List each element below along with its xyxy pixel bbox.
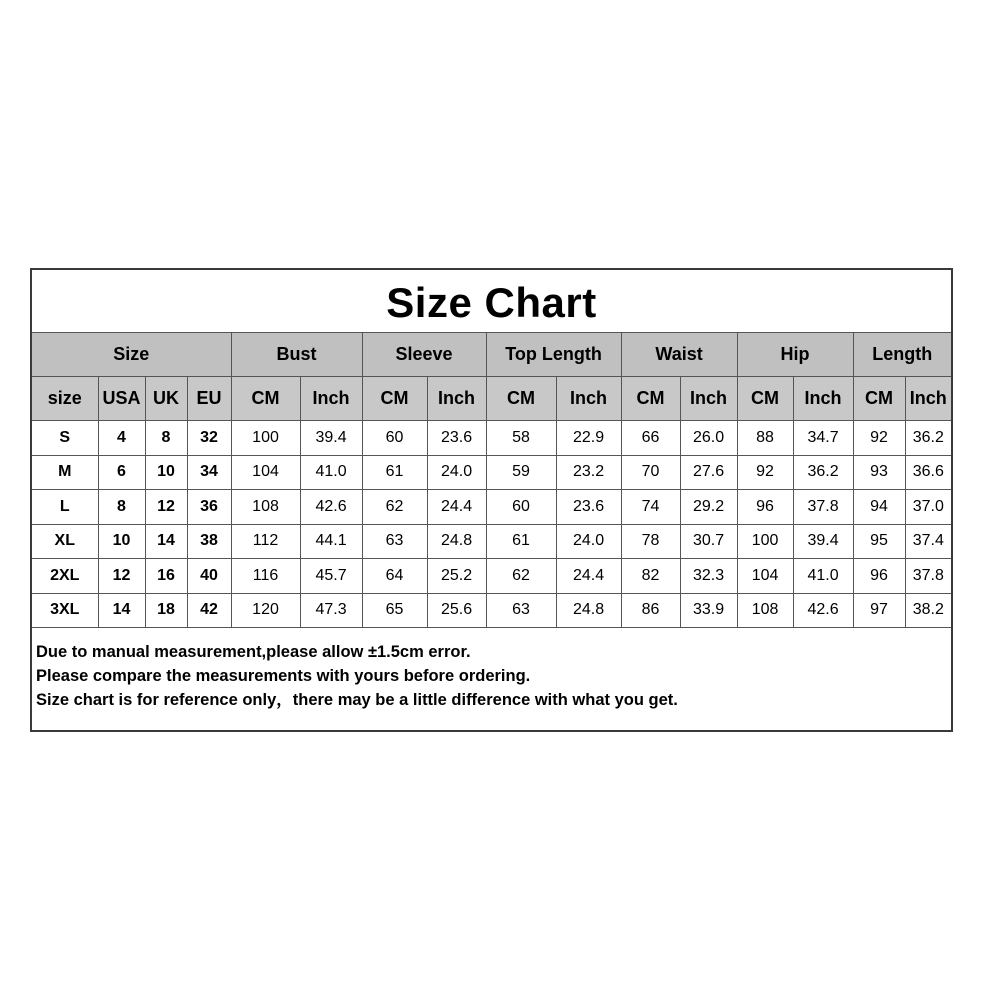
header-sub-cell: CM (362, 377, 427, 421)
table-cell: 10 (98, 524, 145, 559)
table-row (32, 455, 951, 490)
table-cell: 40 (187, 559, 231, 594)
table-cell: 96 (737, 490, 793, 525)
table-cell: 38 (187, 524, 231, 559)
table-cell: S (32, 421, 98, 456)
table-cell: 96 (853, 559, 905, 594)
table-cell: 36 (187, 490, 231, 525)
header-group-row (32, 333, 951, 377)
table-cell: 100 (737, 524, 793, 559)
table-cell: 39.4 (793, 524, 853, 559)
header-sub-cell: CM (621, 377, 680, 421)
table-cell: 25.6 (427, 593, 486, 628)
header-sub-cell: EU (187, 377, 231, 421)
table-cell: 2XL (32, 559, 98, 594)
table-cell: 74 (621, 490, 680, 525)
table-cell: 78 (621, 524, 680, 559)
table-cell: 42.6 (300, 490, 362, 525)
header-group-cell: Top Length (486, 333, 621, 377)
table-cell: 24.4 (427, 490, 486, 525)
table-cell: 24.0 (556, 524, 621, 559)
note-line: Please compare the measurements with yours before ordering. (36, 667, 531, 685)
table-cell: 92 (737, 455, 793, 490)
table-cell: 6 (98, 455, 145, 490)
table-cell: 104 (231, 455, 300, 490)
table-cell: 32 (187, 421, 231, 456)
table-cell: 8 (145, 421, 187, 456)
header-sub-row (32, 377, 951, 421)
table-cell: 58 (486, 421, 556, 456)
header-group-cell: Waist (621, 333, 737, 377)
table-cell: 33.9 (680, 593, 737, 628)
size-table-body (32, 333, 951, 628)
table-cell: 88 (737, 421, 793, 456)
header-sub-cell: Inch (427, 377, 486, 421)
table-cell: 65 (362, 593, 427, 628)
header-sub-cell: CM (737, 377, 793, 421)
header-sub-cell: size (32, 377, 98, 421)
table-cell: 95 (853, 524, 905, 559)
table-row (32, 524, 951, 559)
table-cell: 60 (486, 490, 556, 525)
table-cell: 41.0 (793, 559, 853, 594)
table-cell: 92 (853, 421, 905, 456)
table-cell: 39.4 (300, 421, 362, 456)
table-cell: 62 (362, 490, 427, 525)
table-cell: 16 (145, 559, 187, 594)
header-sub-cell: UK (145, 377, 187, 421)
table-cell: 24.4 (556, 559, 621, 594)
table-cell: 70 (621, 455, 680, 490)
notes (32, 628, 951, 712)
header-sub-cell: Inch (556, 377, 621, 421)
table-row (32, 593, 951, 628)
table-cell: 97 (853, 593, 905, 628)
table-cell: 24.8 (556, 593, 621, 628)
table-cell: 45.7 (300, 559, 362, 594)
table-cell: 24.8 (427, 524, 486, 559)
table-row (32, 490, 951, 525)
table-cell: 82 (621, 559, 680, 594)
table-cell: 60 (362, 421, 427, 456)
table-cell: 120 (231, 593, 300, 628)
table-cell: 94 (853, 490, 905, 525)
table-cell: 23.6 (556, 490, 621, 525)
table-cell: 37.0 (905, 490, 951, 525)
table-cell: 44.1 (300, 524, 362, 559)
table-cell: 37.8 (905, 559, 951, 594)
header-group-cell: Hip (737, 333, 853, 377)
table-cell: XL (32, 524, 98, 559)
table-cell: 27.6 (680, 455, 737, 490)
table-cell: 14 (98, 593, 145, 628)
table-cell: 8 (98, 490, 145, 525)
table-cell: 34.7 (793, 421, 853, 456)
size-chart (30, 268, 953, 732)
table-cell: 36.2 (905, 421, 951, 456)
size-table (32, 333, 951, 628)
header-sub-cell: CM (231, 377, 300, 421)
table-row (32, 559, 951, 594)
table-cell: 12 (98, 559, 145, 594)
table-cell: 36.6 (905, 455, 951, 490)
table-cell: 61 (362, 455, 427, 490)
table-cell: 61 (486, 524, 556, 559)
note-line: Size chart is for reference only，there may be a little difference with what you get. (36, 691, 678, 709)
table-cell: 42.6 (793, 593, 853, 628)
table-cell: 29.2 (680, 490, 737, 525)
table-cell: 112 (231, 524, 300, 559)
table-cell: 59 (486, 455, 556, 490)
header-sub-cell: Inch (300, 377, 362, 421)
table-cell: 36.2 (793, 455, 853, 490)
table-cell: 38.2 (905, 593, 951, 628)
table-cell: 66 (621, 421, 680, 456)
header-group-cell: Bust (231, 333, 362, 377)
table-cell: 64 (362, 559, 427, 594)
note-line: Due to manual measurement,please allow ±1.5cm error. (36, 643, 471, 661)
header-sub-cell: Inch (793, 377, 853, 421)
table-cell: 25.2 (427, 559, 486, 594)
table-cell: M (32, 455, 98, 490)
table-cell: 23.2 (556, 455, 621, 490)
table-cell: 42 (187, 593, 231, 628)
table-cell: 32.3 (680, 559, 737, 594)
table-cell: 62 (486, 559, 556, 594)
table-cell: 100 (231, 421, 300, 456)
table-cell: 116 (231, 559, 300, 594)
table-cell: 41.0 (300, 455, 362, 490)
table-cell: 37.8 (793, 490, 853, 525)
table-cell: 4 (98, 421, 145, 456)
table-cell: 18 (145, 593, 187, 628)
table-cell: 47.3 (300, 593, 362, 628)
table-cell: 108 (737, 593, 793, 628)
table-cell: L (32, 490, 98, 525)
header-group-cell: Length (853, 333, 951, 377)
table-row (32, 421, 951, 456)
header-group-cell: Size (32, 333, 231, 377)
header-sub-cell: USA (98, 377, 145, 421)
table-cell: 23.6 (427, 421, 486, 456)
header-sub-cell: CM (853, 377, 905, 421)
table-cell: 34 (187, 455, 231, 490)
header-group-cell: Sleeve (362, 333, 486, 377)
table-cell: 3XL (32, 593, 98, 628)
table-cell: 63 (486, 593, 556, 628)
table-cell: 22.9 (556, 421, 621, 456)
table-cell: 14 (145, 524, 187, 559)
header-sub-cell: CM (486, 377, 556, 421)
table-cell: 108 (231, 490, 300, 525)
table-cell: 30.7 (680, 524, 737, 559)
header-sub-cell: Inch (680, 377, 737, 421)
table-cell: 93 (853, 455, 905, 490)
table-cell: 63 (362, 524, 427, 559)
table-cell: 37.4 (905, 524, 951, 559)
table-cell: 12 (145, 490, 187, 525)
table-cell: 86 (621, 593, 680, 628)
table-cell: 26.0 (680, 421, 737, 456)
table-cell: 104 (737, 559, 793, 594)
header-sub-cell: Inch (905, 377, 951, 421)
chart-title: Size Chart (32, 270, 951, 333)
table-cell: 24.0 (427, 455, 486, 490)
table-cell: 10 (145, 455, 187, 490)
